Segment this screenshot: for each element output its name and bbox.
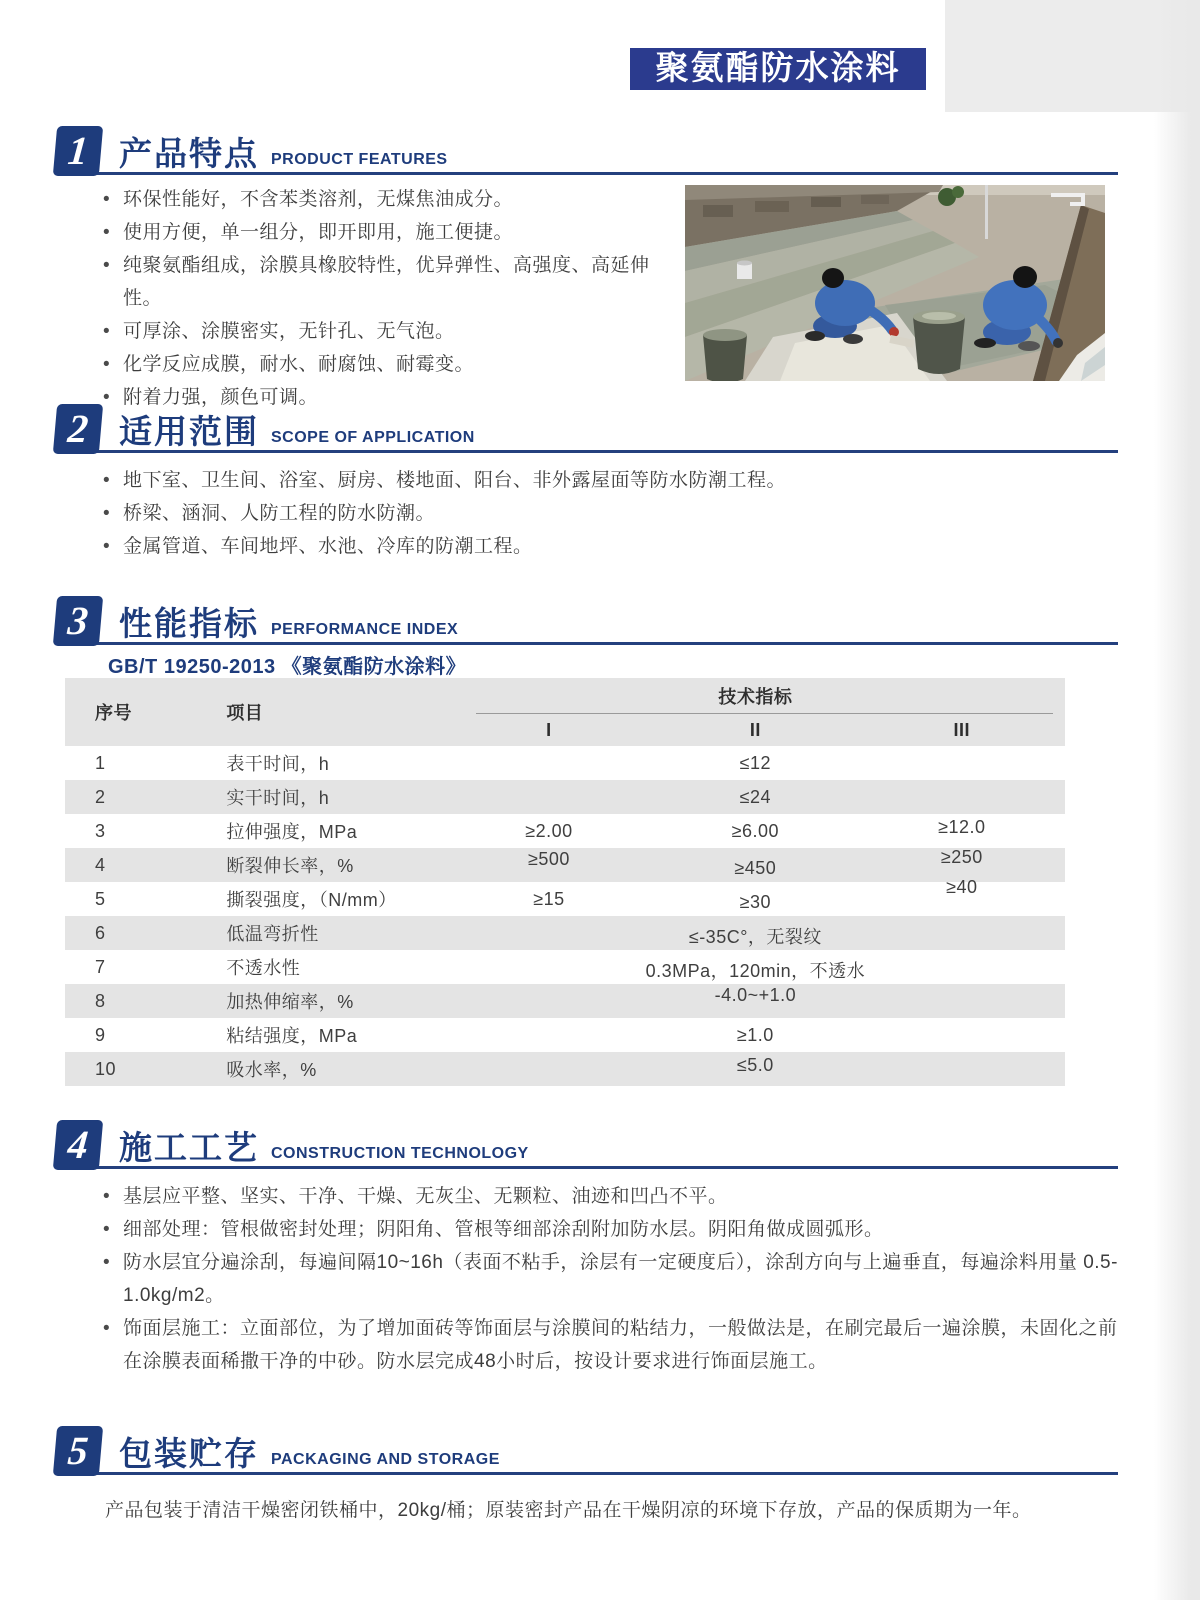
packaging-text: 产品包装于清洁干燥密闭铁桶中，20kg/桶；原装密封产品在干燥阴凉的环境下存放，产品的保质期为一年。	[105, 1500, 1032, 1521]
table-row: 8 加热伸缩率，% -4.0~+1.0	[65, 984, 1065, 1018]
list-item	[103, 530, 1043, 563]
section-number-badge: 3	[53, 596, 103, 646]
list-item-text: 可厚涂、涂膜密实，无针孔、无气泡。	[123, 321, 455, 342]
list-item	[103, 348, 688, 381]
section-title: 包装贮存	[119, 1435, 259, 1472]
table-row: 7 不透水性 0.3MPa，120min，不透水	[95, 956, 866, 981]
list-item-text: 金属管道、车间地坪、水池、冷库的防潮工程。	[123, 536, 533, 557]
list-item-text: 纯聚氨酯组成，涂膜具橡胶特性，优异弹性、高强度、高延伸性。	[123, 255, 650, 309]
list-item-text: 桥梁、涵洞、人防工程的防水防潮。	[123, 503, 436, 524]
bullet-icon: •	[103, 189, 111, 210]
group-label: 技术指标	[718, 687, 793, 707]
list-item	[103, 1213, 1125, 1246]
bullet-icon: •	[103, 1252, 111, 1273]
product-photo	[685, 185, 1105, 381]
list-item	[103, 315, 688, 348]
table-row: 5 撕裂强度，（N/mm） ≥15 ≥30 ≥40	[95, 876, 978, 912]
section-title: 产品特点	[119, 135, 259, 172]
list-item-text: 环保性能好，不含苯类溶剂，无煤焦油成分。	[123, 189, 514, 210]
list-item-text: 化学反应成膜，耐水、耐腐蚀、耐霉变。	[123, 354, 475, 375]
list-item-text: 地下室、卫生间、浴室、厨房、楼地面、阳台、非外露屋面等防水防潮工程。	[123, 470, 787, 491]
group-underline	[476, 713, 1053, 714]
table-row: 10 吸水率，% ≤5.0	[65, 1052, 1065, 1086]
list-item	[103, 497, 1043, 530]
bullet-icon: •	[103, 354, 111, 375]
performance-table	[65, 678, 1065, 1086]
table-row: 6 低温弯折性 ≤-35C°，无裂纹	[65, 916, 1065, 950]
list-item	[103, 183, 688, 216]
section-number-badge: 4	[53, 1120, 103, 1170]
col-header-grade-3: III	[859, 714, 1065, 746]
table-header-row	[65, 678, 1065, 714]
product-features-list	[103, 183, 688, 414]
bullet-icon: •	[103, 255, 111, 276]
section-header-construction	[55, 1122, 1118, 1169]
list-item	[103, 1312, 1125, 1378]
section-subtitle: PACKAGING AND STORAGE	[271, 1451, 500, 1468]
bullet-icon: •	[103, 536, 111, 557]
paint-bucket	[737, 261, 752, 280]
section-number-badge: 2	[53, 404, 103, 454]
list-item-text: 附着力强，颜色可调。	[123, 387, 319, 408]
section-header-packaging	[55, 1428, 1118, 1475]
col-header-group	[446, 678, 1065, 714]
barrel-center	[913, 310, 965, 374]
bullet-icon: •	[103, 470, 111, 491]
section-subtitle: PERFORMANCE INDEX	[271, 621, 459, 638]
bullet-icon: •	[103, 222, 111, 243]
list-item	[103, 216, 688, 249]
col-header-grade-2: II	[652, 714, 858, 746]
section-title: 施工工艺	[119, 1129, 259, 1166]
barrel-left	[703, 329, 747, 381]
bullet-icon: •	[103, 387, 111, 408]
section-title: 性能指标	[119, 605, 259, 642]
scope-list	[103, 464, 1043, 563]
section-subtitle: CONSTRUCTION TECHNOLOGY	[271, 1145, 529, 1162]
list-item	[103, 1180, 1125, 1213]
bullet-icon: •	[103, 503, 111, 524]
list-item	[103, 1246, 1125, 1312]
section-header-scope	[55, 406, 1118, 453]
bullet-icon: •	[103, 1219, 111, 1240]
list-item-text: 细部处理：管根做密封处理；阴阳角、管根等细部涂刮附加防水层。阴阳角做成圆弧形。	[123, 1219, 884, 1240]
section-subtitle: PRODUCT FEATURES	[271, 151, 448, 168]
col-header-no: 序号	[65, 678, 225, 746]
bullet-icon: •	[103, 1318, 111, 1339]
section-number-badge: 5	[53, 1426, 103, 1476]
table-row: 9 粘结强度，MPa ≥1.0	[95, 1024, 774, 1046]
section-header-product-features	[55, 128, 1118, 175]
table-row: 4 断裂伸长率，% ≥500 ≥450 ≥250	[65, 848, 1065, 882]
scan-shadow-right	[1154, 0, 1200, 1600]
bullet-icon: •	[103, 1186, 111, 1207]
pole	[985, 185, 988, 239]
list-item-text: 基层应平整、坚实、干净、干燥、无灰尘、无颗粒、油迹和凹凸不平。	[123, 1186, 728, 1207]
standard-reference: GB/T 19250-2013 《聚氨酯防水涂料》	[108, 656, 467, 678]
list-item-text: 使用方便，单一组分，即开即用，施工便捷。	[123, 222, 514, 243]
section-header-performance	[55, 598, 1118, 645]
section-subtitle: SCOPE OF APPLICATION	[271, 429, 475, 446]
list-item	[103, 464, 1043, 497]
table-row: 2 实干时间，h ≤24	[65, 780, 1065, 814]
table-row: 1 表干时间，h ≤12	[95, 752, 772, 774]
list-item-text: 防水层宜分遍涂刮，每遍间隔10~16h（表面不粘手，涂层有一定硬度后），涂刮方向与上遍垂直，每遍涂料用量 0.5-1.0kg/m2。	[123, 1252, 1118, 1306]
bullet-icon: •	[103, 321, 111, 342]
col-header-item: 项目	[225, 678, 445, 746]
section-number-badge: 1	[53, 126, 103, 176]
construction-list	[103, 1180, 1125, 1378]
table-row: 3 拉伸强度，MPa ≥2.00 ≥6.00 ≥12.0	[95, 816, 986, 842]
col-header-grade-1: I	[446, 714, 652, 746]
section-title: 适用范围	[119, 413, 259, 450]
product-title-banner: 聚氨酯防水涂料	[630, 48, 926, 90]
list-item	[103, 249, 688, 315]
list-item-text: 饰面层施工：立面部位，为了增加面砖等饰面层与涂膜间的粘结力，一般做法是，在刷完最后一遍涂膜，未固化之前在涂膜表面稀撒干净的中砂。防水层完成48小时后，按设计要求进行饰面层施工。	[123, 1318, 1118, 1372]
